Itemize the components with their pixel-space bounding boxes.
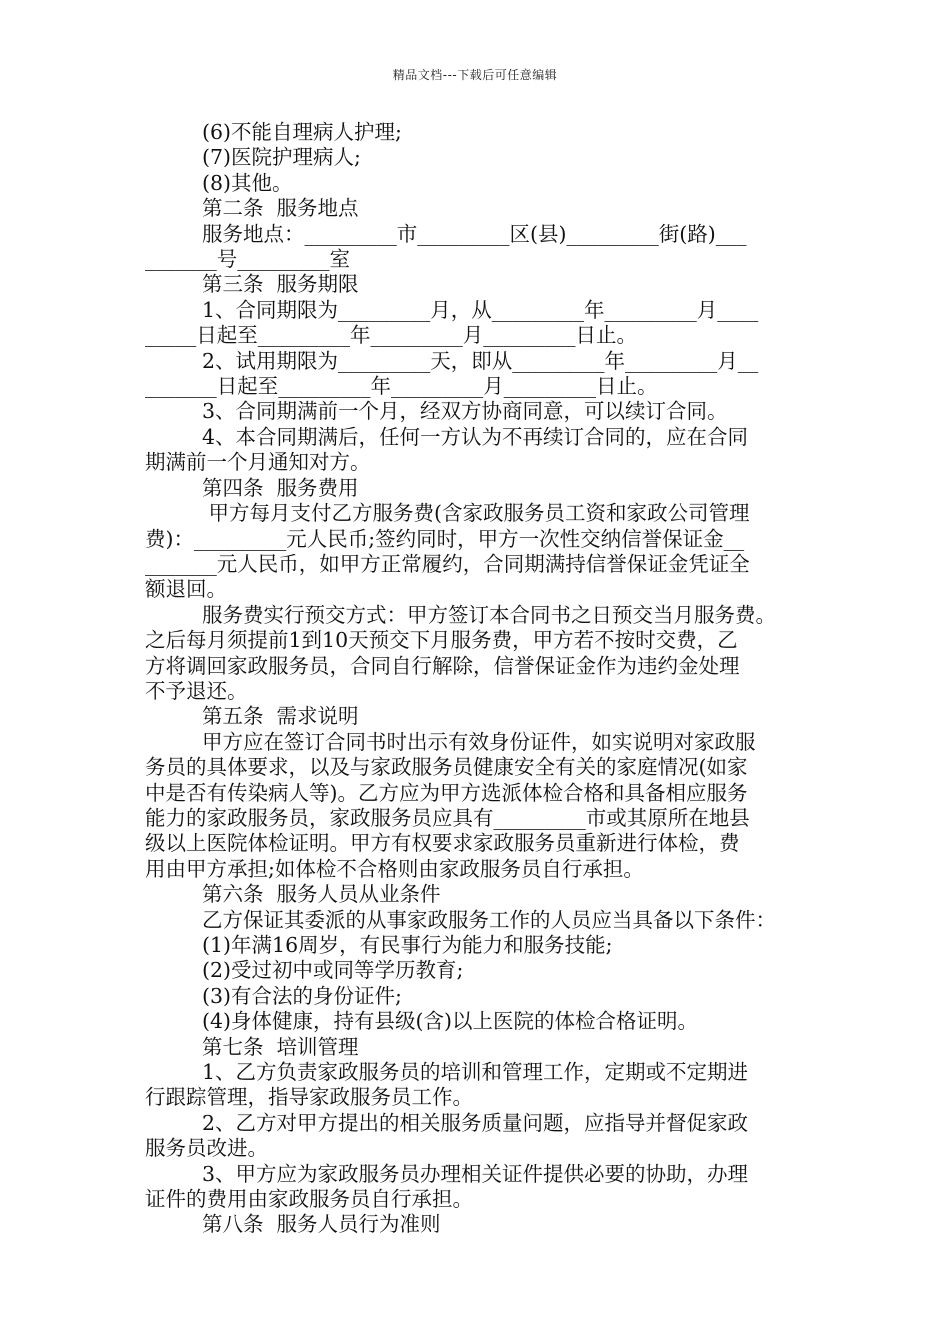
document-line: 1、合同期限为_________月，从_________年_________月____ [202, 297, 759, 322]
document-line: 不予退还。 [145, 678, 248, 703]
document-line: _______日起至_________年_________月_________日止。 [145, 374, 658, 399]
document-line: 乙方保证其委派的从事家政服务工作的人员应当具备以下条件： [202, 907, 776, 932]
document-line: 能力的家政服务员，家政服务员应具有_________市或其原所在地县 [145, 805, 750, 830]
document-line: 额退回。 [145, 577, 227, 602]
document-line: 级以上医院体检证明。甲方有权要求家政服务员重新进行体检，费 [145, 831, 740, 856]
document-line: 中是否有传染病人等)。乙方应为甲方选派体检合格和具备相应服务 [145, 780, 748, 805]
document-line: (6)不能自理病人护理; [202, 120, 402, 144]
document-line: (3)有合法的身份证件; [202, 983, 402, 1008]
document-line: 甲方每月支付乙方服务费(含家政服务员工资和家政公司管理 [202, 501, 750, 526]
document-line: (8)其他。 [202, 170, 293, 195]
document-line: 第八条 服务人员行为准则 [202, 1212, 441, 1237]
document-line: 方将调回家政服务员，合同自行解除，信誉保证金作为违约金处理 [145, 653, 740, 678]
document-line: 第二条 服务地点 [202, 196, 359, 221]
document-line: 3、甲方应为家政服务员办理相关证件提供必要的协助，办理 [202, 1161, 749, 1186]
document-line: 甲方应在签订合同书时出示有效身份证件，如实说明对家政服 [202, 729, 756, 754]
document-body [145, 120, 810, 1238]
document-line: 4、本合同期满后，任何一方认为不再续订合同的，应在合同 [202, 424, 749, 449]
document-line: 行跟踪管理，指导家政服务员工作。 [145, 1085, 473, 1110]
document-line: 证件的费用由家政服务员自行承担。 [145, 1187, 473, 1212]
document-line: (7)医院护理病人; [202, 145, 361, 170]
document-line: 第三条 服务期限 [202, 272, 359, 297]
document-line: _____日起至_________年_________月_________日止。 [145, 323, 637, 348]
page-header: 精品文档---下载后可任意编辑 [392, 68, 558, 82]
document-line: 第七条 培训管理 [202, 1034, 359, 1059]
document-line: 期满前一个月通知对方。 [145, 450, 371, 475]
document-line: 服务费实行预交方式：甲方签订本合同书之日预交当月服务费。 [202, 602, 776, 627]
document-line: 之后每月须提前1到10天预交下月服务费，甲方若不按时交费，乙 [145, 628, 738, 653]
document-line: 第五条 需求说明 [202, 704, 359, 729]
document-line: 服务地点：_________市_________区(县)_________街(路)___ [202, 221, 747, 246]
document-line: 2、试用期限为_________天，即从_________年_________月__ [202, 348, 759, 373]
document-line: 1、乙方负责家政服务员的培训和管理工作，定期或不定期进 [202, 1060, 749, 1085]
document-line: 第六条 服务人员从业条件 [202, 882, 441, 907]
document-line: 第四条 服务费用 [202, 475, 359, 500]
document-line: (1)年满16周岁，有民事行为能力和服务技能; [202, 933, 613, 957]
document-line: 2、乙方对甲方提出的相关服务质量问题，应指导并督促家政 [202, 1110, 749, 1135]
document-line: 费)：_________元人民币;签约同时，甲方一次性交纳信誉保证金__ [145, 526, 745, 551]
document-line: 务员的具体要求，以及与家政服务员健康安全有关的家庭情况(如家 [145, 755, 748, 780]
document-line: 服务员改进。 [145, 1136, 268, 1161]
document-line: _______号_________室 [145, 247, 350, 272]
document-line: (2)受过初中或同等学历教育; [202, 958, 464, 983]
document-line: 用由甲方承担;如体检不合格则由家政服务员自行承担。 [145, 856, 644, 881]
document-line: 3、合同期满前一个月，经双方协商同意，可以续订合同。 [202, 399, 728, 424]
document-line: (4)身体健康，持有县级(含)以上医院的体检合格证明。 [202, 1009, 699, 1034]
document-line: _______元人民币，如甲方正常履约，合同期满持信誉保证金凭证全 [145, 551, 750, 576]
